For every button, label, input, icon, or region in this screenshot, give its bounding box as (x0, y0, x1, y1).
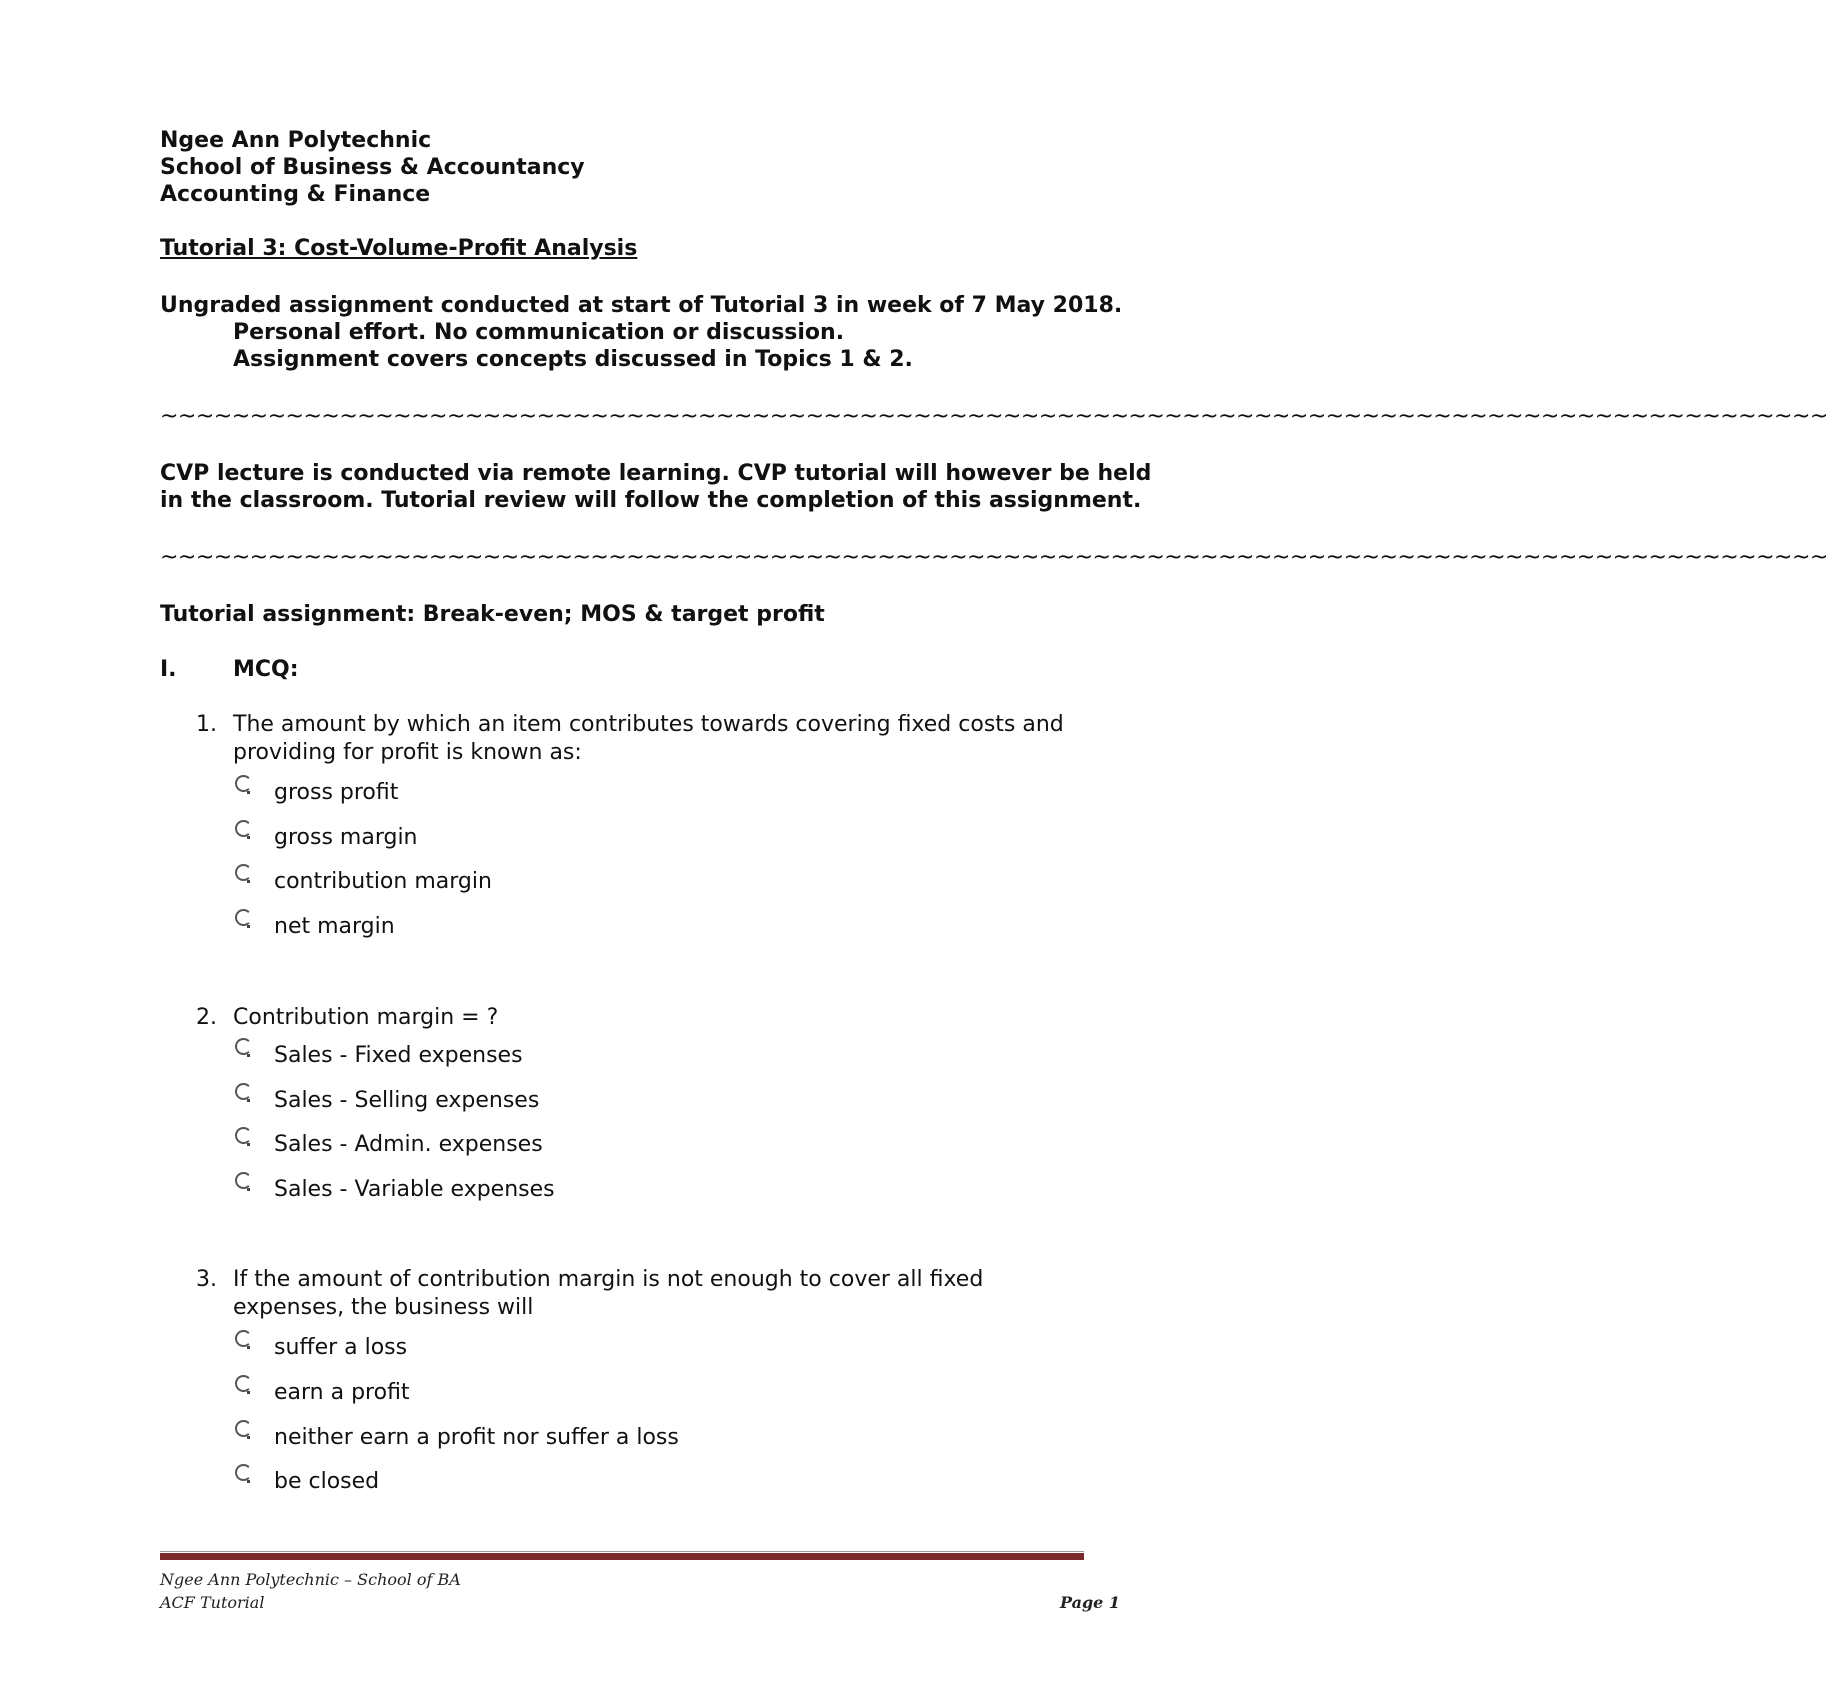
option-label: Sales - Variable expenses (274, 1177, 555, 1202)
option-label: contribution margin (274, 869, 492, 894)
option-label: be closed (274, 1469, 380, 1494)
option-label: earn a profit (274, 1380, 410, 1405)
footer-rule (160, 1553, 1084, 1560)
radio-icon[interactable] (235, 864, 252, 881)
option-label: Sales - Fixed expenses (274, 1043, 523, 1068)
footer-course: ACF Tutorial (160, 1593, 265, 1612)
question-text: The amount by which an item contributes towards covering fixed costs and providing for profit is known as: (233, 712, 1064, 765)
radio-icon[interactable] (235, 775, 252, 792)
option-label: net margin (274, 914, 395, 939)
option-label: Sales - Admin. expenses (274, 1132, 543, 1157)
department-name: Accounting & Finance (160, 182, 431, 207)
footer-institution: Ngee Ann Polytechnic – School of BA (160, 1570, 461, 1589)
radio-icon[interactable] (235, 1083, 252, 1100)
radio-icon[interactable] (235, 1330, 252, 1347)
part-label: MCQ: (233, 657, 299, 682)
option-label: neither earn a profit nor suffer a loss (274, 1425, 679, 1450)
footer-page-number: Page 1 (1060, 1593, 1121, 1612)
institution-name: Ngee Ann Polytechnic (160, 128, 432, 153)
assignment-info-line2: Personal effort. No communication or discussion. (233, 320, 845, 345)
assignment-info-line3: Assignment covers concepts discussed in Topics 1 & 2. (233, 347, 913, 372)
notice-line2: in the classroom. Tutorial review will follow the completion of this assignment. (160, 488, 1142, 513)
question-number: 1. (196, 712, 217, 737)
separator-bottom: ~~~~~~~~~~~~~~~~~~~~~~~~~~~~~~~~~~~~~~~~~~~~~~~~~~~~~~~~~~~~~~~~~~~~~~~~~~~~~~~~~~~~~~~~~~~~~ (160, 545, 1828, 570)
option-label: gross profit (274, 780, 399, 805)
assignment-info-line1: Ungraded assignment conducted at start of Tutorial 3 in week of 7 May 2018. (160, 293, 1123, 318)
option-label: suffer a loss (274, 1335, 408, 1360)
section-heading: Tutorial assignment: Break-even; MOS & target profit (160, 602, 825, 627)
separator-top: ~~~~~~~~~~~~~~~~~~~~~~~~~~~~~~~~~~~~~~~~~~~~~~~~~~~~~~~~~~~~~~~~~~~~~~~~~~~~~~~~~~~~~~~~~~~~~ (160, 404, 1828, 429)
radio-icon[interactable] (235, 1375, 252, 1392)
notice-line1: CVP lecture is conducted via remote learning. CVP tutorial will however be held (160, 461, 1152, 486)
part-numeral: I. (160, 657, 177, 682)
school-name: School of Business & Accountancy (160, 155, 585, 180)
option-label: Sales - Selling expenses (274, 1088, 540, 1113)
tutorial-title: Tutorial 3: Cost-Volume-Profit Analysis (160, 236, 638, 261)
option-label: gross margin (274, 825, 418, 850)
radio-icon[interactable] (235, 1464, 252, 1481)
radio-icon[interactable] (235, 1420, 252, 1437)
radio-icon[interactable] (235, 1172, 252, 1189)
radio-icon[interactable] (235, 909, 252, 926)
question-number: 2. (196, 1005, 217, 1030)
question-text: If the amount of contribution margin is not enough to cover all fixed expenses, the business will (233, 1267, 984, 1320)
radio-icon[interactable] (235, 1038, 252, 1055)
question-number: 3. (196, 1267, 217, 1292)
radio-icon[interactable] (235, 1127, 252, 1144)
question-text: Contribution margin = ? (233, 1005, 499, 1030)
radio-icon[interactable] (235, 820, 252, 837)
